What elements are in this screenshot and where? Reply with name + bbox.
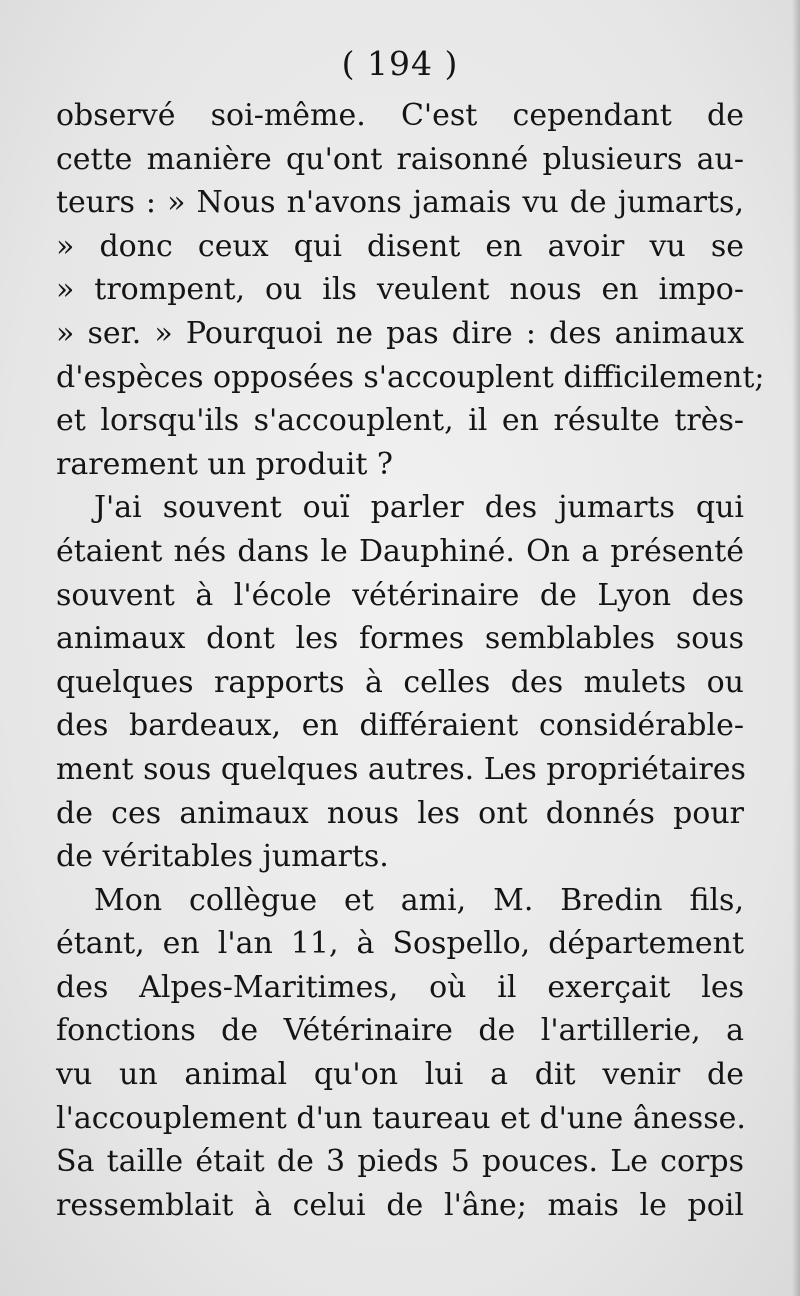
- text-line: et lorsqu'ils s'accouplent, il en résulte très-: [56, 403, 744, 439]
- text-line: » donc ceux qui disent en avoir vu se: [56, 228, 744, 264]
- text-line: vu un animal qu'on lui a dit venir de: [56, 1057, 744, 1093]
- text-line: animaux dont les formes semblables sous: [56, 621, 744, 657]
- text-line: Sa taille était de 3 pieds 5 pouces. Le corps: [56, 1144, 744, 1180]
- text-line: ment sous quelques autres. Les propriétaires: [56, 751, 746, 787]
- paragraph-first-line: Mon collègue et ami, M. Bredin fils,: [94, 882, 744, 918]
- text-line: souvent à l'école vétérinaire de Lyon des: [56, 577, 744, 613]
- paragraph-last-line: de véritables jumarts.: [56, 839, 389, 875]
- text-line: » trompent, ou ils veulent nous en impo-: [56, 272, 744, 308]
- text-line: étant, en l'an 11, à Sospello, département: [56, 926, 744, 962]
- text-line: quelques rapports à celles des mulets ou: [56, 664, 744, 700]
- text-line: des Alpes-Maritimes, où il exerçait les: [56, 969, 744, 1005]
- text-line: ressemblait à celui de l'âne; mais le poil: [56, 1187, 744, 1223]
- body-text: [56, 94, 765, 1227]
- text-line: » ser. » Pourquoi ne pas dire : des animaux: [56, 315, 744, 351]
- text-line: fonctions de Vétérinaire de l'artillerie, a: [56, 1013, 744, 1049]
- text-line: cette manière qu'ont raisonné plusieurs au-: [56, 141, 744, 177]
- paragraph-first-line: J'ai souvent ouï parler des jumarts qui: [94, 490, 744, 526]
- text-line: étaient nés dans le Dauphiné. On a présenté: [56, 533, 744, 569]
- text-line: teurs : » Nous n'avons jamais vu de jumarts,: [56, 185, 744, 221]
- text-line: observé soi-même. C'est cependant de: [56, 98, 744, 133]
- text-line: des bardeaux, en différaient considérable-: [56, 708, 744, 744]
- text-line: d'espèces opposées s'accouplent difficilement;: [56, 359, 765, 395]
- text-line: de ces animaux nous les ont donnés pour: [56, 795, 744, 831]
- page-number: ( 194 ): [341, 44, 459, 83]
- paragraph-last-line: rarement un produit ?: [56, 446, 394, 482]
- text-line: l'accouplement d'un taureau et d'une ânesse.: [56, 1100, 746, 1136]
